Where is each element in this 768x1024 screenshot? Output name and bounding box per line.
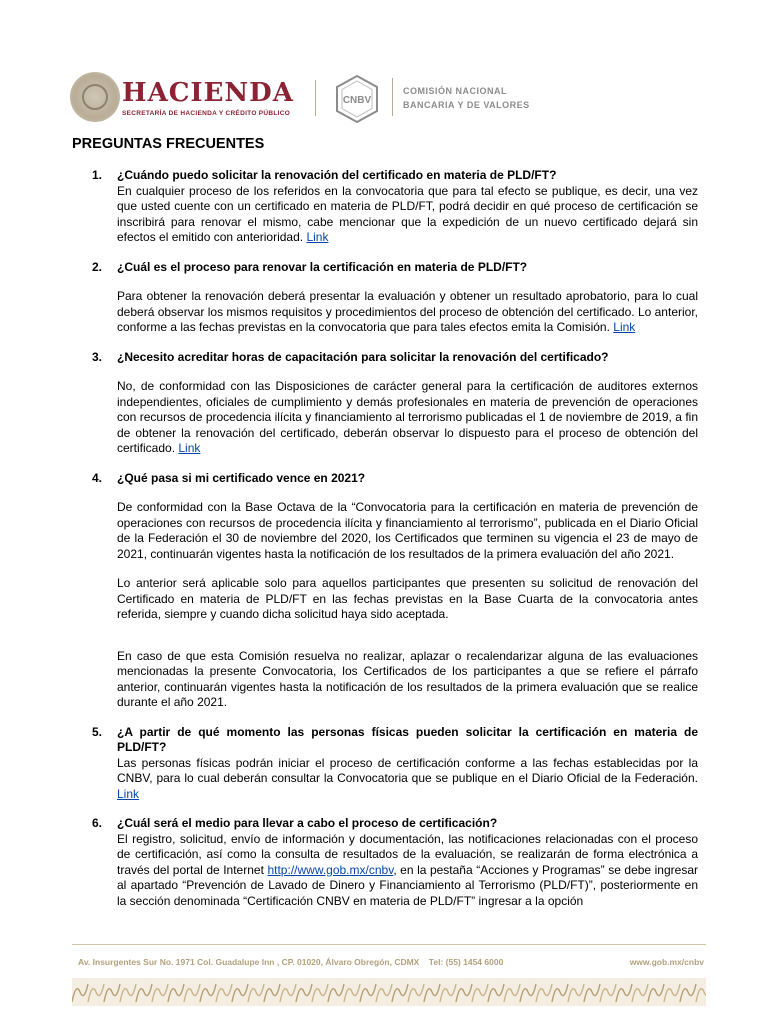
faq-item bbox=[72, 350, 698, 457]
faq-number: 4. bbox=[92, 470, 103, 485]
page-title: PREGUNTAS FRECUENTES bbox=[72, 136, 265, 152]
faq-question: ¿Necesito acreditar horas de capacitación para solicitar la renovación del certificado? bbox=[117, 349, 609, 364]
faq-answer bbox=[117, 832, 698, 910]
header-divider bbox=[392, 78, 393, 116]
coat-of-arms-seal-icon bbox=[70, 72, 120, 122]
footer-divider bbox=[72, 944, 706, 945]
faq-number: 3. bbox=[92, 349, 103, 364]
faq-answer bbox=[117, 289, 698, 336]
faq-link[interactable]: Link bbox=[178, 441, 201, 455]
document-header bbox=[70, 68, 710, 128]
faq-answer-paragraph: De conformidad con la Base Octava de la “Convocatoria para la certificación en materia de prevención de operaciones con recursos de procedencia ilícita y financiamiento al terrorismo”, publicada en el Diario Oficial de la Federación el 30 de noviembre del 2020, los Certificados que terminen su vigencia el 23 de mayo de 2021, continuarán vigentes hasta la notificación de los resultados de la primera evaluación del año 2021. bbox=[117, 500, 698, 561]
faq-link[interactable]: Link bbox=[306, 230, 329, 244]
footer-address: Av. Insurgentes Sur No. 1971 Col. Guadalupe Inn , CP. 01020, Álvaro Obregón, CDMX Tel: (55) 1454 6000 bbox=[78, 957, 504, 967]
cnbv-logo-text: CNBV bbox=[342, 95, 372, 106]
faq-number: 6. bbox=[92, 816, 103, 830]
decorative-pattern-band bbox=[72, 978, 706, 1006]
faq-question: ¿Cuál es el proceso para renovar la certificación en materia de PLD/FT? bbox=[117, 259, 528, 274]
faq-question: ¿Cuándo puedo solicitar la renovación del certificado en materia de PLD/FT? bbox=[117, 168, 557, 182]
faq-number: 2. bbox=[92, 259, 103, 274]
faq-answer-text: Para obtener la renovación deberá presentar la evaluación y obtener un resultado aprobatorio, para lo cual deberá observar los mismos requisitos y procedimientos del proceso de obtención del certificado. Lo anterior, conforme a las fechas previstas en la convocatoria que para tales efectos emita la Comisión. bbox=[117, 289, 698, 334]
cnbv-name bbox=[403, 84, 530, 112]
faq-item bbox=[72, 816, 698, 909]
faq-answer-text: En cualquier proceso de los referidos en la convocatoria que para tal efecto se publique, es decir, una vez que usted cuente con un certificado en materia de PLD/FT, podrá decidir en qué proceso de certificación se inscribirá para renovar el mismo, cabe mencionar que la expedición de un nuevo certificado dejará sin efectos el emitido con anterioridad. bbox=[117, 183, 698, 244]
faq-answer bbox=[117, 379, 698, 457]
faq-answer bbox=[117, 756, 698, 803]
cnbv-name-line1: COMISIÓN NACIONAL bbox=[403, 86, 507, 96]
cnbv-logo-icon bbox=[332, 74, 382, 124]
faq-answer-text: El registro, solicitud, envío de información y documentación, las notificaciones relacionadas con el proceso de certificación, así como la consulta de resultados de la evaluación, se realizarán de forma electrónica a través del portal de Internet bbox=[117, 831, 698, 877]
faq-answer-paragraph: Lo anterior será aplicable solo para aquellos participantes que presenten su solicitud de renovación del Certificado en materia de PLD/FT en las fechas previstas en la Base Cuarta de la convocatoria antes referida, siempre y cuando dicha solicitud haya sido aceptada. bbox=[117, 576, 698, 621]
hacienda-logo-subtitle: SECRETARÍA DE HACIENDA Y CRÉDITO PÚBLICO bbox=[122, 110, 291, 117]
faq-item bbox=[72, 471, 698, 711]
cnbv-name-line2: BANCARIA Y DE VALORES bbox=[403, 100, 530, 110]
faq-question: ¿Qué pasa si mi certificado vence en 2021? bbox=[117, 470, 366, 485]
faq-answer-text: , en la pestaña “Acciones y Programas” se debe ingresar al apartado “Prevención de Lavado de Dinero y Financiamiento al Terrorismo (PLD/FT)”, posteriormente en la sección denominada “Certificación CNBV en materia de PLD/FT” ingresar a la opción bbox=[117, 862, 698, 908]
header-divider bbox=[315, 80, 316, 116]
faq-number: 5. bbox=[92, 724, 103, 739]
faq-item bbox=[72, 168, 698, 246]
faq-content bbox=[72, 136, 698, 909]
faq-answer-paragraph: En caso de que esta Comisión resuelva no realizar, aplazar o recalendarizar alguna de las evaluaciones mencionadas la presente Convocatoria, los Certificados de los participantes a que se refiere el párrafo anterior, continuarán vigentes hasta la notificación de los resultados de la primera evaluación que se realice durante el año 2021. bbox=[117, 648, 698, 709]
faq-link[interactable]: Link bbox=[117, 786, 140, 801]
faq-answer-text: No, de conformidad con las Disposiciones de carácter general para la certificación de auditores externos independientes, oficiales de cumplimiento y demás profesionales en materia de prevención de operaciones con recursos de procedencia ilícita y financiamiento al terrorismo publicadas el 1 de noviembre de 2019, a fin de obtener la renovación del certificado, deberán observar lo dispuesto para el proceso de obtención del certificado. bbox=[117, 379, 698, 455]
faq-question: ¿A partir de qué momento las personas físicas pueden solicitar la certificación en materia de PLD/FT? bbox=[117, 724, 698, 754]
hacienda-logo-title: HACIENDA bbox=[122, 78, 294, 108]
faq-answer bbox=[117, 184, 698, 246]
faq-item bbox=[72, 725, 698, 803]
faq-link[interactable]: Link bbox=[613, 320, 636, 334]
faq-number: 1. bbox=[92, 168, 103, 182]
faq-item bbox=[72, 260, 698, 336]
faq-question: ¿Cuál será el medio para llevar a cabo el proceso de certificación? bbox=[117, 816, 498, 830]
footer-website: www.gob.mx/cnbv bbox=[629, 957, 704, 967]
faq-answer-text: Las personas físicas podrán iniciar el proceso de certificación conforme a las fechas establecidas por la CNBV, para lo cual deberán consultar la Convocatoria que se publique en el Diario Oficial de la Federación. bbox=[117, 755, 698, 785]
gob-mx-cnbv-link[interactable]: http://www.gob.mx/cnbv bbox=[267, 862, 394, 877]
